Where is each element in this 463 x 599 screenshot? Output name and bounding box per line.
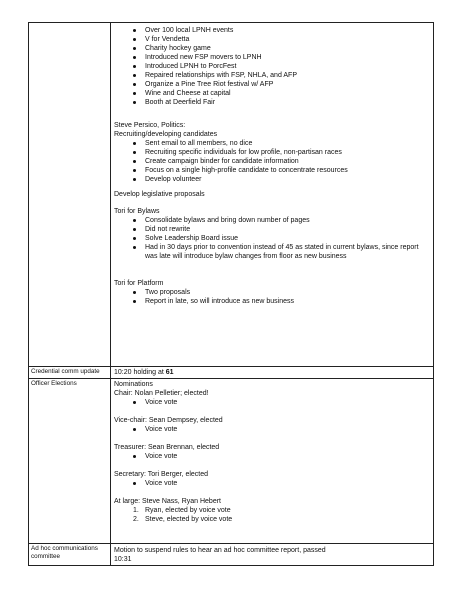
bullet-icon: [133, 178, 136, 181]
list-item: Sent email to all members, no dice: [133, 139, 429, 148]
bullet-icon: [133, 160, 136, 163]
credential-content-cell: [111, 367, 432, 378]
secretary-vote-list: [114, 479, 429, 488]
list-item: Wine and Cheese at capital: [133, 89, 429, 98]
list-item: 1. Ryan, elected by voice vote: [133, 507, 231, 514]
list-item: V for Vendetta: [133, 35, 429, 44]
bylaws-heading: Tori for Bylaws: [114, 208, 160, 215]
list-item: Consolidate bylaws and bring down number of pages: [133, 216, 429, 225]
chair-vote-list: [114, 398, 429, 407]
bullet-icon: [133, 228, 136, 231]
bullet-icon: [133, 455, 136, 458]
vice-chair-result: Vice-chair: Sean Dempsey, elected: [114, 417, 223, 424]
reports-content-cell: [111, 23, 432, 366]
bullet-icon: [133, 428, 136, 431]
list-item: Solve Leadership Board issue: [133, 234, 429, 243]
vice-chair-vote-list: [114, 425, 429, 434]
list-item: Two proposals: [133, 288, 429, 297]
credential-label: Credential comm update: [29, 367, 111, 378]
bullet-icon: [133, 291, 136, 294]
steve-list: [114, 139, 429, 184]
at-large-nominees: At large: Steve Nass, Ryan Hebert: [114, 498, 221, 505]
secretary-result: Secretary: Tori Berger, elected: [114, 471, 209, 478]
nominations-heading: Nominations: [114, 381, 153, 388]
bullet-icon: [133, 169, 136, 172]
bullet-icon: [133, 101, 136, 104]
bullet-icon: [133, 151, 136, 154]
list-item: Recruiting specific individuals for low profile, non-partisan races: [133, 148, 429, 157]
list-item: 2. Steve, elected by voice vote: [133, 516, 233, 523]
list-item: Focus on a single high-profile candidate to concentrate resources: [133, 166, 429, 175]
list-item: Create campaign binder for candidate information: [133, 157, 429, 166]
list-item: Voice vote: [133, 479, 429, 488]
list-item: Charity hockey game: [133, 44, 429, 53]
list-item: Voice vote: [133, 398, 429, 407]
steve-heading: Steve Persico, Politics:: [114, 122, 186, 129]
list-item: Booth at Deerfield Fair: [133, 98, 429, 107]
list-item: Had in 30 days prior to convention instead of 45 as stated in current bylaws, since report was late will introduce bylaw changes from floor as new business: [133, 243, 429, 261]
bullet-icon: [133, 47, 136, 50]
at-large-list: [114, 506, 429, 524]
adhoc-motion: Motion to suspend rules to hear an ad hoc committee report, passed: [114, 547, 326, 554]
bullet-icon: [133, 401, 136, 404]
list-item: Organize a Pine Tree Riot festival w/ AFP: [133, 80, 429, 89]
bullet-icon: [133, 56, 136, 59]
bullet-icon: [133, 300, 136, 303]
reports-label-cell: [29, 23, 111, 366]
bullet-icon: [133, 65, 136, 68]
credential-text: 10:20 holding at: [114, 369, 166, 376]
bullet-icon: [133, 38, 136, 41]
list-item: Repaired relationships with FSP, NHLA, and AFP: [133, 71, 429, 80]
platform-list: [114, 288, 429, 306]
adhoc-row: [29, 544, 433, 566]
list-item: Report in late, so will introduce as new business: [133, 297, 429, 306]
minutes-table: [28, 22, 434, 566]
treasurer-result: Treasurer: Sean Brennan, elected: [114, 444, 220, 451]
bullet-icon: [133, 246, 136, 249]
bullet-icon: [133, 83, 136, 86]
platform-heading: Tori for Platform: [114, 280, 164, 287]
adhoc-label: Ad hoc communications committee: [29, 544, 111, 565]
list-item: Voice vote: [133, 425, 429, 434]
list-item: Introduced LPNH to PorcFest: [133, 62, 429, 71]
list-item: Introduced new FSP movers to LPNH: [133, 53, 429, 62]
bullet-icon: [133, 482, 136, 485]
officer-elections-row: [29, 379, 433, 544]
bylaws-list: [114, 216, 429, 261]
list-item: Did not rewrite: [133, 225, 429, 234]
officer-elections-content-cell: [111, 379, 432, 543]
adhoc-time: 10:31: [114, 556, 132, 563]
treasurer-vote-list: [114, 452, 429, 461]
legislative-proposals: Develop legislative proposals: [114, 191, 205, 198]
bullet-icon: [133, 92, 136, 95]
credential-count: 61: [165, 369, 174, 376]
chair-result: Chair: Nolan Pelletier; elected!: [114, 390, 209, 397]
list-item: Voice vote: [133, 452, 429, 461]
list-item: Develop volunteer: [133, 175, 429, 184]
bullet-icon: [133, 237, 136, 240]
adhoc-content-cell: [111, 544, 432, 565]
credential-row: [29, 367, 433, 379]
bullet-icon: [133, 142, 136, 145]
accomplishments-list: [114, 26, 429, 107]
steve-subheading: Recruiting/developing candidates: [114, 131, 218, 138]
reports-row: [29, 22, 433, 367]
bullet-icon: [133, 74, 136, 77]
list-item: Over 100 local LPNH events: [133, 26, 429, 35]
bullet-icon: [133, 219, 136, 222]
officer-elections-label: Officer Elections: [29, 379, 111, 543]
bullet-icon: [133, 29, 136, 32]
